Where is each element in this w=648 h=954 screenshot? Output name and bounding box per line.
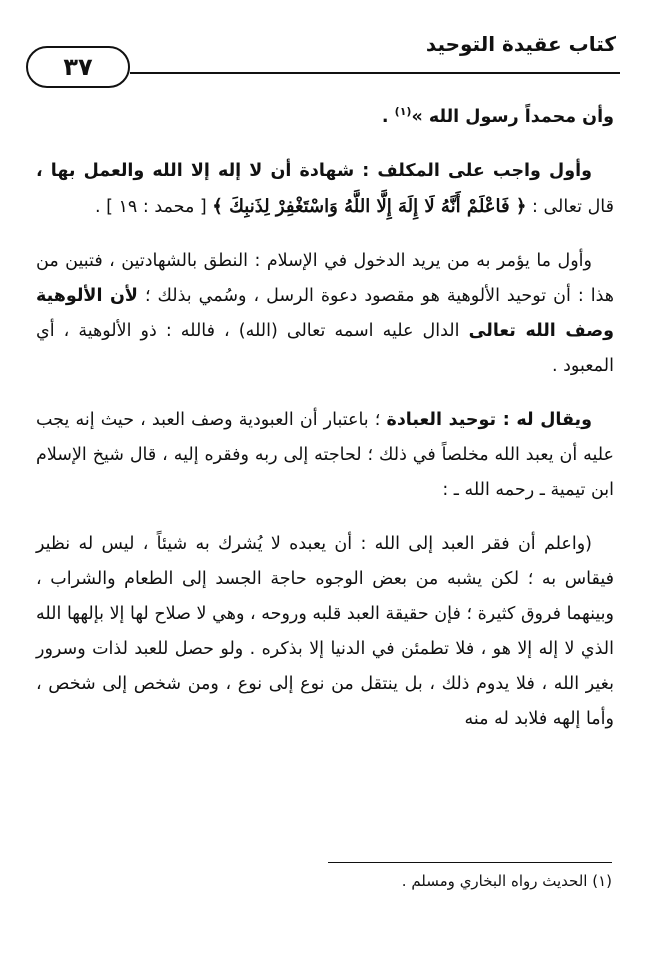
p2-after-lead: قال تعالى :	[526, 197, 614, 217]
p3-part2: الدال عليه اسمه تعالى (الله) ، فالله : ذو الألوهية ، أي المعبود .	[36, 321, 614, 376]
p4-bold: ويقال له : توحيد العبادة	[386, 410, 593, 430]
paragraph-5	[36, 527, 614, 737]
paragraph-4	[36, 403, 614, 508]
p1-text: وأن محمداً رسول الله »	[411, 107, 614, 127]
footnote-text: الحديث رواه البخاري ومسلم .	[401, 872, 593, 890]
footnote-ref: (١)	[394, 105, 412, 119]
paragraph-3	[36, 244, 614, 384]
quran-reference: [ محمد : ١٩ ] .	[95, 197, 213, 217]
footnote	[34, 872, 612, 890]
footnote-rule	[328, 862, 612, 863]
quran-verse: ﴿ فَاعْلَمْ أَنَّهُ لَا إِلَهَ إِلَّا اللَّهُ وَاسْتَغْفِرْ لِذَنبِكَ ﴾	[212, 196, 527, 217]
footnote-number: (١)	[592, 872, 612, 890]
p4-part1: ؛ باعتبار أن العبودية وصف العبد ، حيث إنه يجب عليه أن يعبد الله مخلصاً في ذلك ؛ لحاجته إلى ربه وفقره إليه ، قال شيخ الإسلام ابن تيمية ـ رحمه الله ـ :	[36, 410, 614, 500]
header-rule	[130, 72, 620, 74]
p3-part1: وأول ما يؤمر به من يريد الدخول في الإسلام : النطق بالشهادتين ، فتبين من هذا : أن توحيد الألوهية هو مقصود دعوة الرسل ، وسُمي بذلك ؛	[36, 251, 614, 306]
p2-lead: وأول واجب على المكلف : شهادة أن لا إله إلا الله والعمل بها ،	[36, 161, 592, 181]
paragraph-1	[36, 100, 614, 135]
p5-text: (واعلم أن فقر العبد إلى الله : أن يعبده لا يُشرك به شيئاً ، ليس له نظير فيقاس به ؛ لكن يشبه من بعض الوجوه حاجة الجسد إلى الطعام والشراب ، وبينهما فروق كثيرة ؛ فإن حقيقة العبد قلبه وروحه ، وهي لا صلاح لها إلا بإلهها الله الذي لا إله إلا هو ، فلا تطمئن في الدنيا إلا بذكره . ولو حصل للعبد لذات وسرور بغير الله ، فلا يدوم ذلك ، بل ينتقل من نوع إلى نوع ، ومن شخص إلى شخص ، وأما إلهه فلابد له منه	[36, 534, 614, 729]
p3-bold: لأن الألوهية وصف الله تعالى	[36, 286, 615, 341]
main-text	[36, 100, 614, 756]
paragraph-2	[36, 154, 614, 225]
p1-end: .	[381, 107, 395, 127]
page-header	[20, 26, 620, 86]
book-title: كتاب عقيدة التوحيد	[425, 32, 616, 56]
page-number-badge: ٣٧	[26, 46, 130, 88]
